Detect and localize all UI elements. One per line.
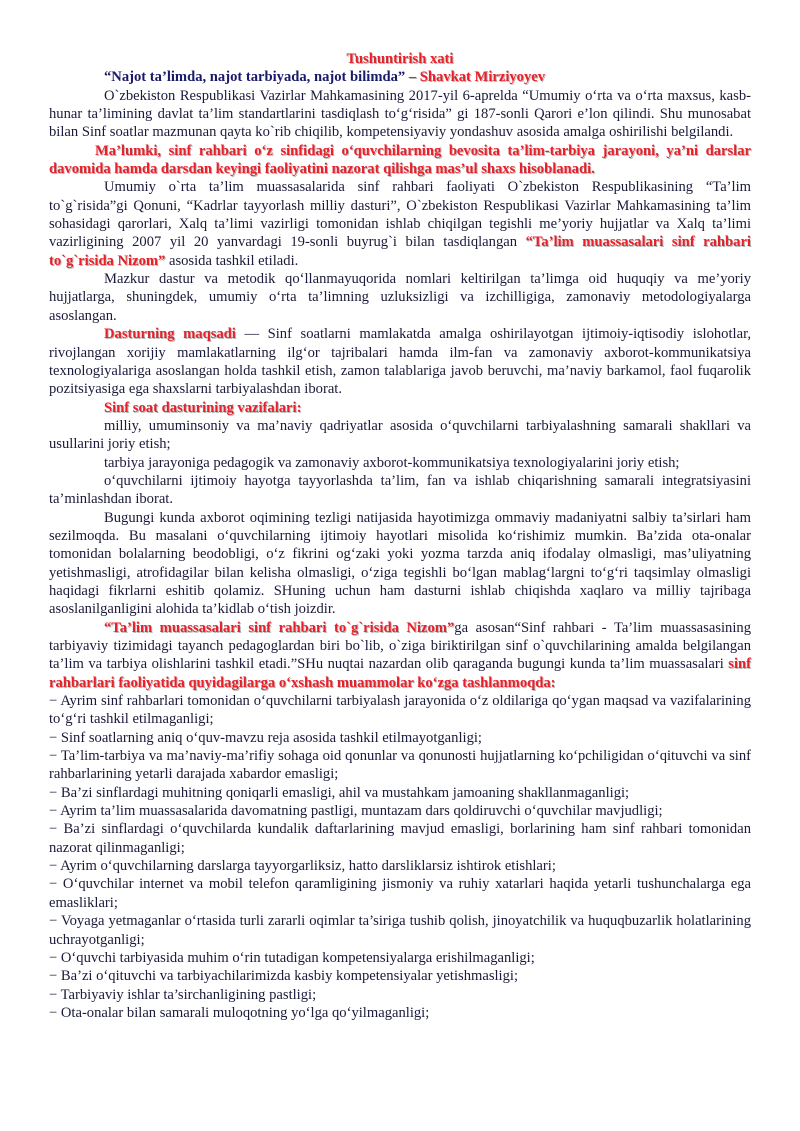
epigraph	[49, 68, 751, 86]
tasks-list	[49, 417, 751, 509]
paragraph-legal-basis-text: Umumiy o`rta ta’lim muassasalarida sinf rahbari faoliyati O`zbekiston Respublikasining “Ta’lim to`g`risida”gi Qonuni, “Kadrlar tayyorlash milliy dasturi”, O`zbekiston Respublikasi Vazirlar Mahkamasining ta’lim sohasidagi qarorlari, Xalq ta’limi vazirligi tomonidan ishlab chiqilgan tegishli me’yoriy hujjatlar va Xalq ta’limi vazirligining 2007 yil 20 yanvardagi 19-sonli buyrug`i bilan tasdiqlangan	[49, 179, 751, 251]
problems-list	[49, 692, 751, 1022]
program-goal-text: — Sinf soatlarni mamlakatda amalga oshirilayotgan ijtimoiy-iqtisodiy islohotlar, rivojlangan xorijiy mamlakatlarning ilg‘or tajribalari hamda ilm-fan va zamonaviy axborot-kommunikatsiya texnologiyalariga asoslangan holda tashkil etish, zamon talablariga javob beruvchi, ma’naviy barkamol, faol fuqarolik pozitsiyasiga ega shaxslarni tarbiyalashdan iborat.	[49, 326, 751, 398]
problem-item: − Ba’zi sinflardagi o‘quvchilarda kundalik daftarlarining mavjud emasligi, borlarining ham sinf rahbari tomonidan nazorat qilinmaganligi;	[49, 821, 751, 856]
task-item: milliy, umuminsoniy va ma’naviy qadriyatlar asosida o‘quvchilarni tarbiyalashning samarali shakllari va usullarini joriy etish;	[49, 417, 751, 453]
paragraph-regulation	[49, 619, 751, 692]
problem-item: − Ba’zi sinflardagi muhitning qoniqarli emasligi, ahil va mustahkam jamoaning shakllanmaganligi;	[49, 784, 630, 801]
problem-item: − Ta’lim-tarbiya va ma’naviy-ma’rifiy sohaga oid qonunlar va qonunosti hujjatlarning ko‘pchiligidan o‘qituvchi va sinf rahbarlarining yetarli darajada xabardor emasligi;	[49, 748, 751, 783]
paragraph-decree: O`zbekiston Respublikasi Vazirlar Mahkamasining 2017-yil 6-aprelda “Umumiy o‘rta va o‘rta maxsus, kasb-hunar ta’limining davlat ta’lim standartlarini tasdiqlash to‘g‘risida” gi 187-sonli Qarori e’lon qilindi. Shu munosabat bilan Sinf soatlar mazmunan qayta ko`rib chiqilib, kompetensiyaviy yondashuv asosida amalga oshirilishi belgilandi.	[49, 87, 751, 141]
document-title: Tushuntirish xati	[346, 51, 454, 67]
task-item: tarbiya jarayoniga pedagogik va zamonaviy axborot-kommunikatsiya texnologiyalarini joriy etish;	[104, 454, 680, 471]
epigraph-quote: “Najot ta’limda, najot tarbiyada, najot bilimda”	[104, 69, 406, 86]
problem-item: − Ayrim sinf rahbarlari tomonidan o‘quvchilarni tarbiyalash jarayonida o‘z oldilariga qo‘ygan maqsad va vazifalarining to‘g‘ri tashkil etilmaganligi;	[49, 693, 751, 728]
paragraph-mass-culture: Bugungi kunda axborot oqimining tezligi natijasida hayotimizga ommaviy madaniyatni salbiy ta’sirlari ham sezilmoqda. Bu masalani o‘quvchilarning ijtimoiy hayotlari misolida ko‘rishimiz mumkin. Ba’zida ota-onalar tomonidan bolalarning beodobligi, o‘z fikrini og‘zaki yoki yozma tarzda aniq ifodalay olmasligi, mas’uliyatning yetishmasligi, atrofidagilar bilan kelisha olmasligi, o‘ziga tegishli bo‘lgan mablag‘largni to‘g‘ri taqsimlay olmasligi haqidagi fikrlarni eshitib qolamiz. SHuning uchun ham dasturni ishlab chiqishda xaqlaro va milliy tajribaga asoslanilganligini alohida ta’kidlab o‘tish joizdir.	[49, 509, 751, 618]
paragraph-manual: Mazkur dastur va metodik qo‘llanmayuqorida nomlari keltirilgan ta’limga oid huquqiy va me’yoriy hujjatlarga, shuningdek, umumiy o‘rta ta’limning uzluksizligi va izchilligiga, zamonaviy metodologiyalarga asoslangan.	[49, 271, 751, 324]
problem-item: − Ota-onalar bilan samarali muloqotning yo‘lga qo‘yilmaganligi;	[49, 1004, 430, 1021]
problems-intro: sinf rahbarlari faoliyatida quyidagilarga o‘xshash muammolar ko‘zga tashlanmoqda:	[49, 656, 751, 691]
paragraph-legal-basis	[49, 178, 751, 270]
problem-item: − O‘quvchilar internet va mobil telefon qaramligining jismoniy va ruhiy xatarlari haqida yetarli tushunchalarga ega emasliklari;	[49, 876, 751, 911]
paragraph-regulation-text: ga asosan“Sinf rahbari - Ta’lim muassasasining tarbiyaviy tizimidagi tayanch pedagoglardan biri bo`lib, o`ziga biriktirilgan sinf o`quvchilarining amalda belgilangan ta’lim va tarbiya olishlarini tashkil etadi.”SHu nuqtai nazardan olib qaraganda bugungi kunda ta’lim muassasalari	[49, 619, 751, 673]
problem-item: − Voyaga yetmaganlar o‘rtasida turli zararli oqimlar ta’siriga tushib qolish, jinoyatchilik va huquqbuzarlik holatlarining uchrayotganligi;	[49, 913, 751, 948]
paragraph-class-teacher-role: Ma’lumki, sinf rahbari o‘z sinfidagi o‘quvchilarning bevosita ta’lim-tarbiya jarayoni, ya’ni darslar davomida hamda darsdan keyingi faoliyatini nazorat qilishga mas’ul shaxs hisoblanadi.	[49, 142, 751, 178]
problem-item: − Ba’zi o‘qituvchi va tarbiyachilarimizda kasbiy kompetensiyalar yetishmasligi;	[49, 968, 519, 985]
problem-item: − Ayrim ta’lim muassasalarida davomatning pastligi, muntazam dars qoldiruvchi o‘quvchilar mavjudligi;	[49, 803, 663, 820]
regulation-name: “Ta’lim muassasalari sinf rahbari to`g`risida Nizom”	[49, 234, 751, 269]
paragraph-legal-basis-tail: asosida tashkil etiladi.	[165, 252, 299, 269]
document-page	[49, 50, 751, 1022]
problem-item: − Sinf soatlarning aniq o‘quv-mavzu reja asosida tashkil etilmayotganligi;	[49, 729, 482, 746]
problem-item: − Tarbiyaviy ishlar ta’sirchanligining pastligi;	[49, 986, 317, 1003]
problem-item: − O‘quvchi tarbiyasida muhim o‘rin tutadigan kompetensiyalarga erishilmaganligi;	[49, 949, 535, 966]
paragraph-program-goal	[49, 325, 751, 398]
regulation-name: “Ta’lim muassasalari sinf rahbari to`g`risida Nizom”	[104, 619, 455, 636]
program-goal-label: Dasturning maqsadi	[104, 326, 236, 343]
tasks-heading: Sinf soat dasturining vazifalari:	[104, 399, 302, 416]
task-item: o‘quvchilarni ijtimoiy hayotga tayyorlashda ta’lim, fan va ishlab chiqarishning samarali integratsiyasini ta’minlashdan iborat.	[49, 472, 751, 508]
epigraph-author: – Shavkat Mirziyoyev	[405, 69, 546, 86]
problem-item: − Ayrim o‘quvchilarning darslarga tayyorgarliksiz, hatto darsliklarsiz ishtirok etishlari;	[49, 858, 556, 875]
